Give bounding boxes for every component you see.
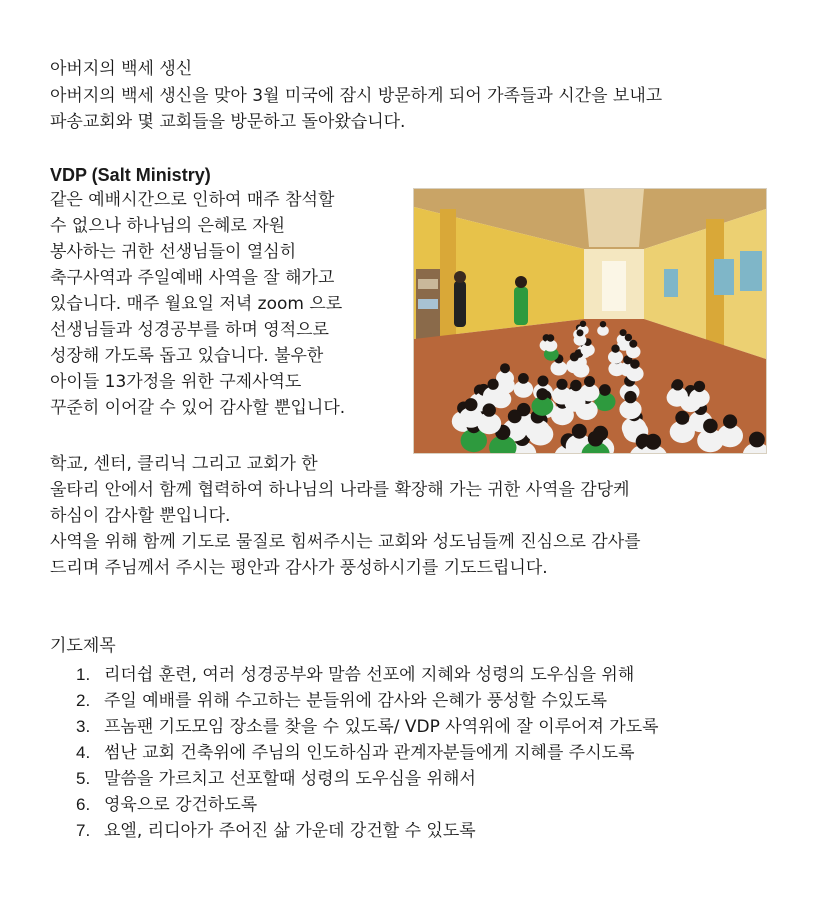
vdp-heading: VDP (Salt Ministry) xyxy=(50,165,211,185)
vdp-line: 아이들 13가정을 위한 구제사역도 xyxy=(50,372,302,392)
list-number: 2. xyxy=(76,691,91,710)
vdp-line: 봉사하는 귀한 선생님들이 열심히 xyxy=(50,242,297,262)
list-item xyxy=(76,766,659,792)
prayer-list xyxy=(76,662,659,844)
vdp-line: 있습니다. 매주 월요일 저녁 zoom 으로 xyxy=(50,294,343,314)
list-item xyxy=(76,792,659,818)
list-number: 7. xyxy=(76,821,91,840)
closing-line: 하심이 감사할 뿐입니다. xyxy=(50,506,231,526)
intro-line: 파송교회와 몇 교회들을 방문하고 돌아왔습니다. xyxy=(50,112,406,132)
vdp-line: 축구사역과 주일예배 사역을 잘 해가고 xyxy=(50,268,335,288)
vdp-line: 같은 예배시간으로 인하여 매주 참석할 xyxy=(50,190,335,210)
vdp-line: 성장해 가도록 돕고 있습니다. 불우한 xyxy=(50,346,324,366)
list-item xyxy=(76,740,659,766)
list-number: 4. xyxy=(76,743,91,762)
list-text: 말씀을 가르치고 선포할때 성령의 도우심을 위해서 xyxy=(104,769,476,789)
closing-line: 학교, 센터, 클리닉 그리고 교회가 한 xyxy=(50,454,318,474)
list-text: 리더쉽 훈련, 여러 성경공부와 말씀 선포에 지혜와 성령의 도우심을 위해 xyxy=(104,665,635,685)
list-number: 5. xyxy=(76,769,91,788)
closing-line: 드리며 주님께서 주시는 평안과 감사가 풍성하시기를 기도드립니다. xyxy=(50,558,548,578)
list-item xyxy=(76,818,659,844)
list-item xyxy=(76,662,659,688)
list-text: 영육으로 강건하도록 xyxy=(104,795,258,815)
closing-line: 울타리 안에서 함께 협력하여 하나님의 나라를 확장해 가는 귀한 사역을 감당케 xyxy=(50,480,630,500)
list-item xyxy=(76,688,659,714)
closing-line: 사역을 위해 함께 기도로 물질로 힘써주시는 교회와 성도님들께 진심으로 감사를 xyxy=(50,532,641,552)
intro-line: 아버지의 백세 생신을 맞아 3월 미국에 잠시 방문하게 되어 가족들과 시간을 보내고 xyxy=(50,86,663,106)
classroom-photo xyxy=(413,188,767,454)
prayer-title: 기도제목 xyxy=(50,636,116,656)
list-item xyxy=(76,714,659,740)
list-number: 1. xyxy=(76,665,91,684)
vdp-line: 선생님들과 성경공부를 하며 영적으로 xyxy=(50,320,329,340)
list-text: 프놈팬 기도모임 장소를 찾을 수 있도록/ VDP 사역위에 잘 이루어져 가도록 xyxy=(104,717,659,737)
list-number: 3. xyxy=(76,717,91,736)
vdp-line: 꾸준히 이어갈 수 있어 감사할 뿐입니다. xyxy=(50,398,346,418)
list-text: 주일 예배를 위해 수고하는 분들위에 감사와 은혜가 풍성할 수있도록 xyxy=(104,691,608,711)
list-number: 6. xyxy=(76,795,91,814)
vdp-line: 수 없으나 하나님의 은혜로 자원 xyxy=(50,216,286,236)
intro-title: 아버지의 백세 생신 xyxy=(50,59,193,79)
list-text: 요엘, 리디아가 주어진 삶 가운데 강건할 수 있도록 xyxy=(104,821,476,841)
list-text: 썸난 교회 건축위에 주님의 인도하심과 관계자분들에게 지혜를 주시도록 xyxy=(104,743,635,763)
